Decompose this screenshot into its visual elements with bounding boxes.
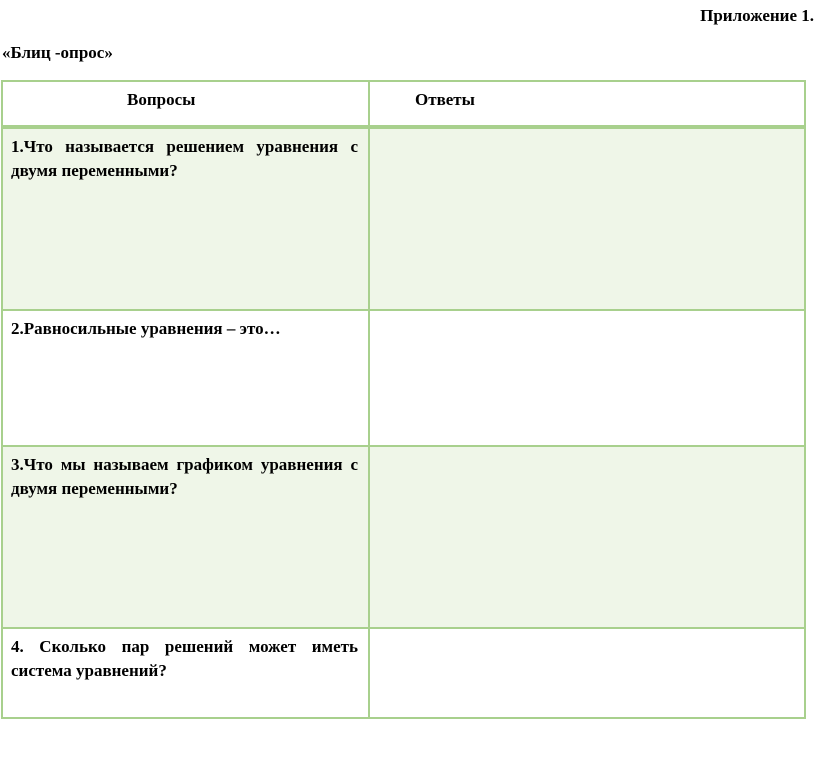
answer-cell[interactable] bbox=[369, 127, 805, 310]
table-header-row bbox=[2, 81, 805, 127]
column-header-answers: Ответы bbox=[369, 81, 805, 127]
answer-cell[interactable] bbox=[369, 310, 805, 446]
question-cell: 3.Что мы называем графиком уравнения с двумя переменными? bbox=[2, 446, 369, 628]
page-title: «Блиц -опрос» bbox=[2, 43, 113, 62]
table-row bbox=[2, 446, 805, 628]
table-row bbox=[2, 628, 805, 718]
table-row bbox=[2, 310, 805, 446]
question-cell: 1.Что называется решением уравнения с двумя переменными? bbox=[2, 127, 369, 310]
table-row bbox=[2, 127, 805, 310]
question-cell: 2.Равносильные уравнения – это… bbox=[2, 310, 369, 446]
appendix-label: Приложение 1. bbox=[700, 6, 814, 25]
answer-cell[interactable] bbox=[369, 628, 805, 718]
quiz-table bbox=[1, 80, 806, 719]
answer-cell[interactable] bbox=[369, 446, 805, 628]
column-header-questions: Вопросы bbox=[2, 81, 369, 127]
question-cell: 4. Сколько пар решений может иметь система уравнений? bbox=[2, 628, 369, 718]
